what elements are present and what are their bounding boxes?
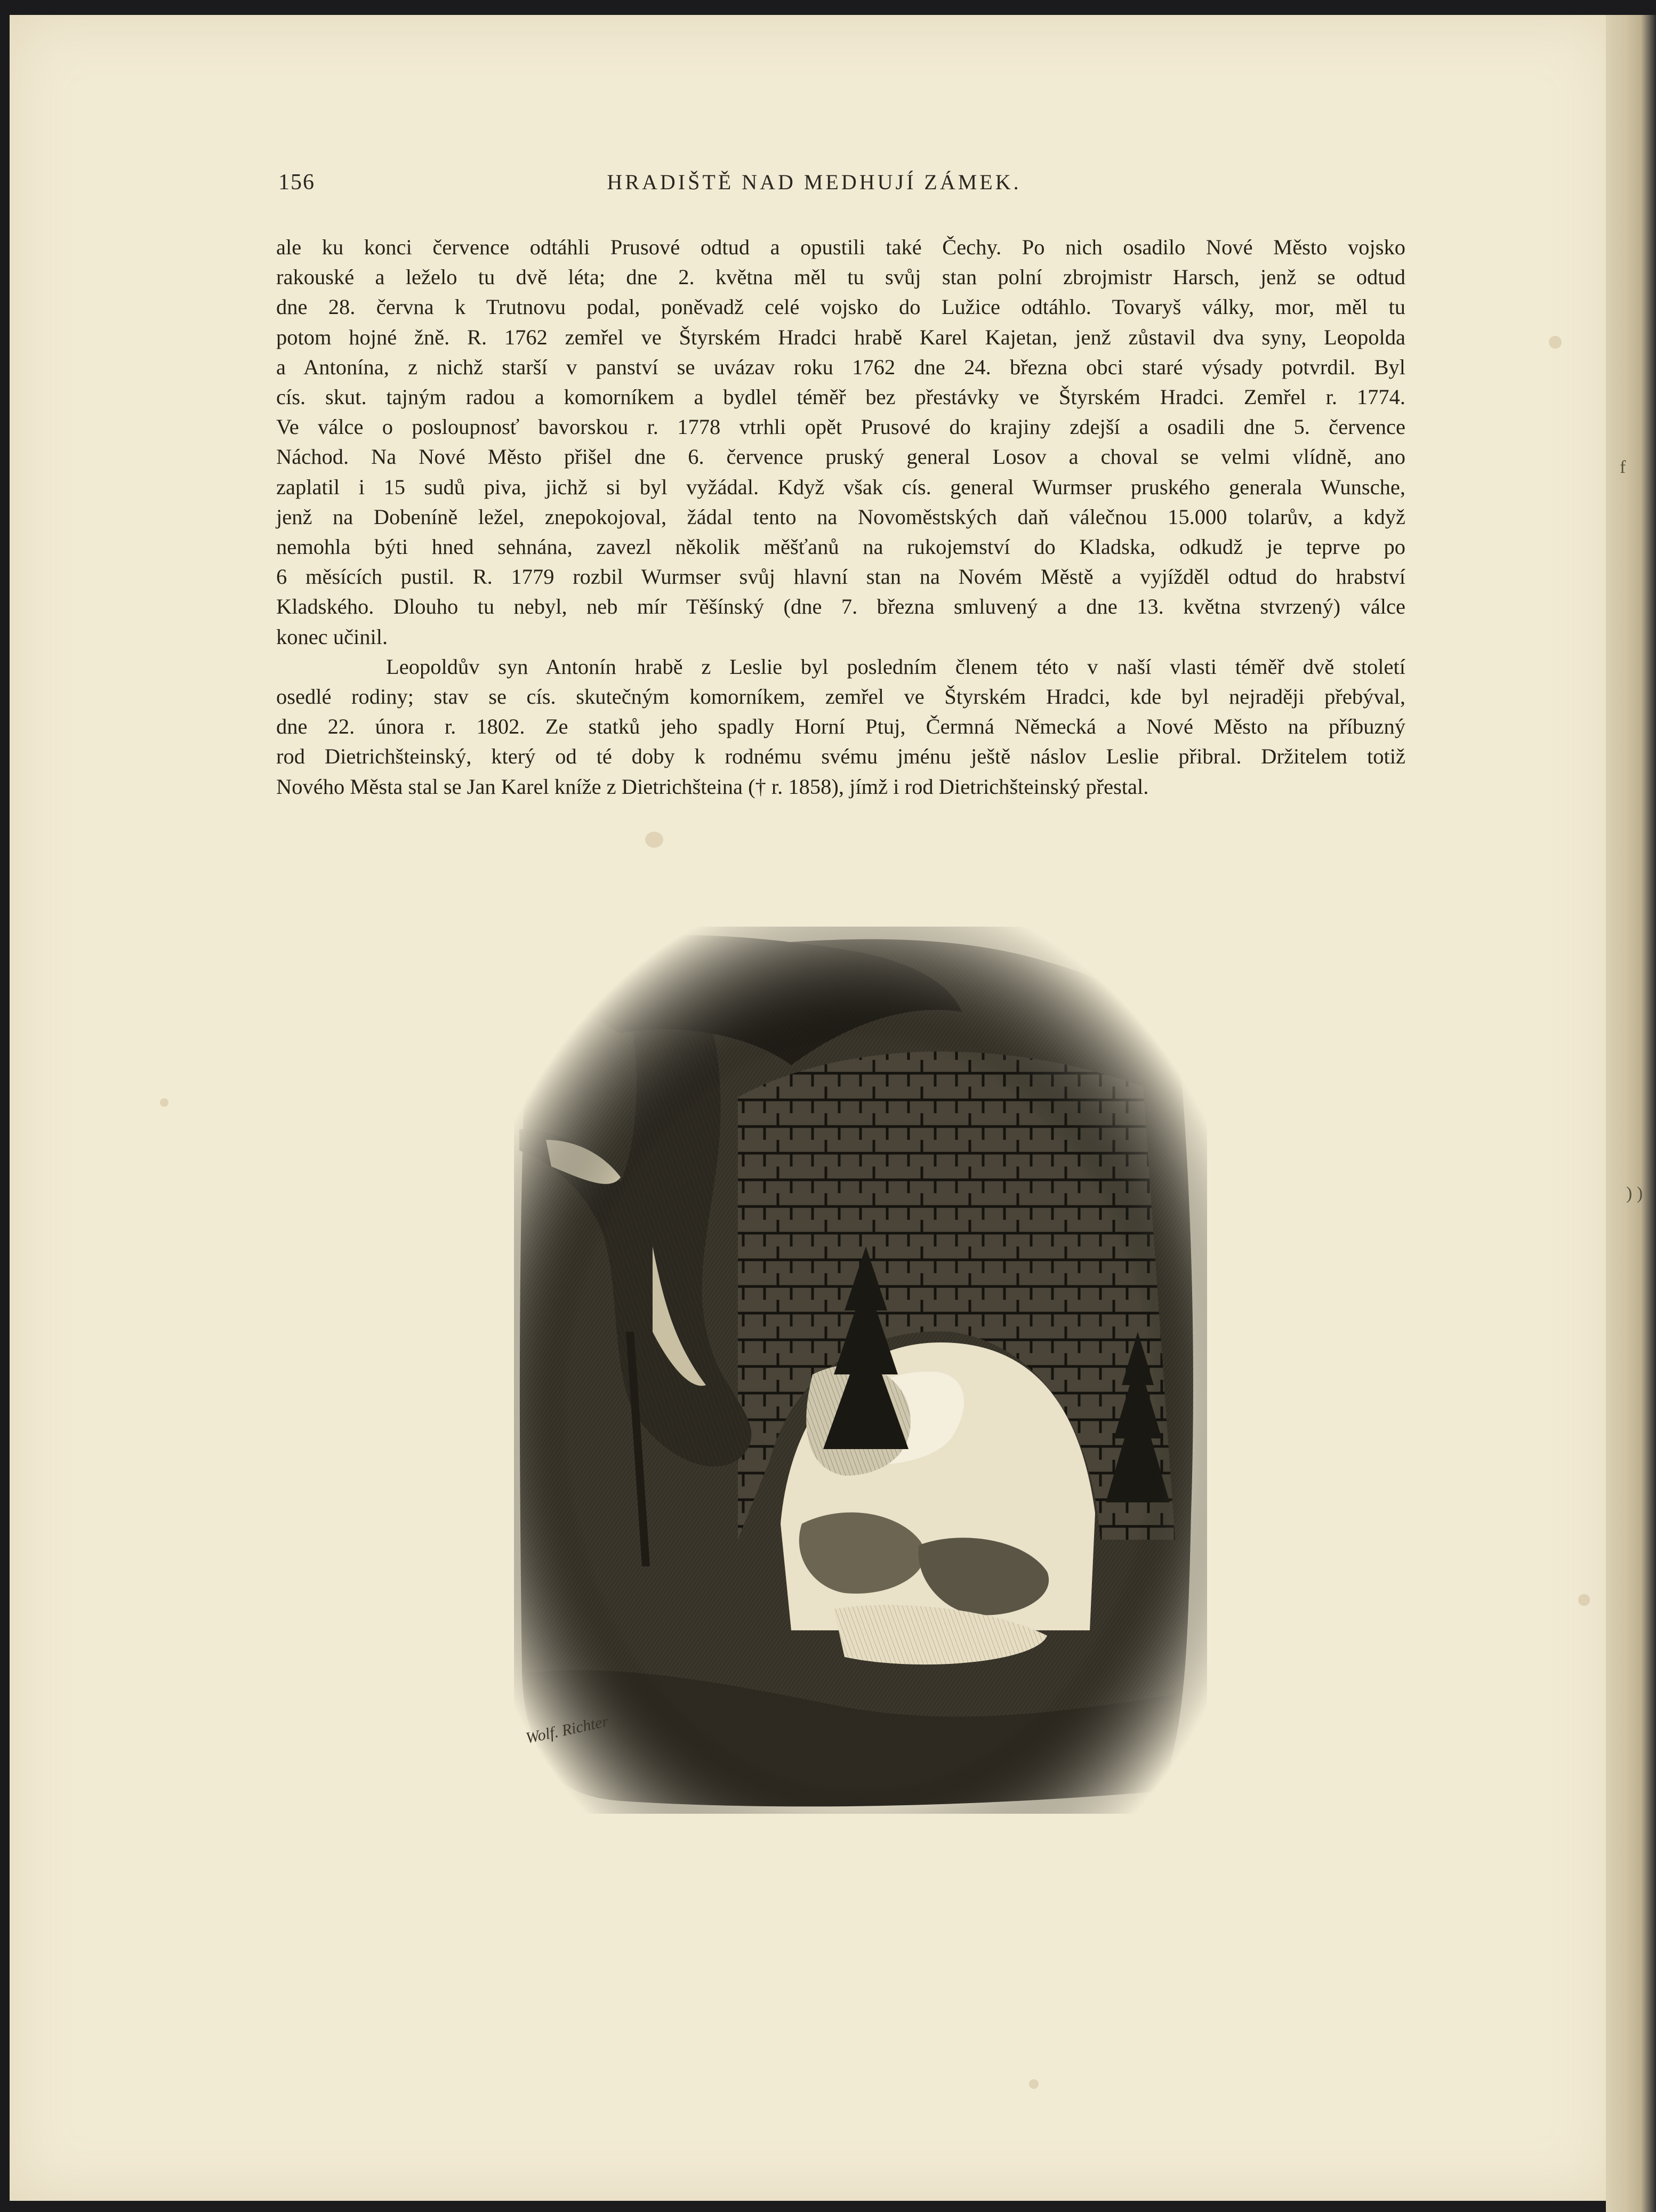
running-title: HRADIŠTĚ NAD MEDHUJÍ ZÁMEK.	[607, 170, 1022, 194]
page-number: 156	[278, 170, 315, 195]
artist-signature: Wolf. Richter	[524, 1712, 610, 1747]
body-text	[276, 232, 1405, 802]
text-line: cís. skut. tajným radou a komorníkem a bydlel téměř bez přestávky ve Štyrském Hradci. Zemřel r. 1774.	[276, 385, 1405, 409]
margin-mark: f	[1620, 457, 1626, 477]
text-line: dne 28. června k Trutnovu podal, poněvadž celé vojsko do Lužice odtáhlo. Tovaryš války, mor, měl tu	[276, 295, 1405, 319]
text-line: dne 22. února r. 1802. Ze statků jeho spadly Horní Ptuj, Čermná Německá a Nové Město na příbuzný	[276, 714, 1405, 739]
text-line: Nového Města stal se Jan Karel kníže z Dietrichšteina († r. 1858), jímž i rod Dietrichšteinský přestal.	[276, 774, 1149, 799]
text-line: Ve válce o posloupnosť bavorskou r. 1778 vtrhli opět Prusové do krajiny zdejší a osadili dne 5. července	[276, 415, 1405, 439]
text-line: zaplatil i 15 sudů piva, jichž si byl vyžádal. Když však cís. general Wurmser pruského generala Wunsche,	[276, 474, 1405, 499]
text-line: ale ku konci července odtáhli Prusové odtud a opustili také Čechy. Po nich osadilo Nové Město vojsko	[276, 235, 1405, 259]
text-line: 6 měsících pustil. R. 1779 rozbil Wurmser svůj hlavní stan na Novém Městě a vyjížděl odtud do hrabství	[276, 565, 1405, 589]
foxing-spot	[645, 832, 663, 848]
foxing-spot	[160, 1098, 168, 1107]
text-line: Náchod. Na Nové Město přišel dne 6. července pruský general Losov a choval se velmi vlídně, ano	[276, 445, 1405, 469]
text-line: rod Dietrichšteinský, který od té doby k rodnému svému jménu ještě náslov Leslie přibral. Držitelem totiž	[276, 744, 1405, 769]
text-line: rakouské a leželo tu dvě léta; dne 2. května měl tu svůj stan polní zbrojmistr Harsch, jenž se odtud	[276, 265, 1405, 289]
next-page-edge	[1606, 15, 1656, 2212]
text-line: potom hojné žně. R. 1762 zemřel ve Štyrském Hradci hrabě Karel Kajetan, jenž zůstavil dva syny, Leopolda	[276, 325, 1405, 349]
text-line: osedlé rodiny; stav se cís. skutečným komorníkem, zemřel ve Štyrském Hradci, kde byl nejraději přebýval,	[276, 685, 1405, 709]
foxing-spot	[1029, 2079, 1039, 2089]
foxing-spot	[1578, 1594, 1590, 1606]
paragraph-1	[276, 232, 1405, 652]
engraving-illustration	[514, 927, 1207, 1814]
margin-mark: ) )	[1626, 1184, 1643, 1203]
text-line: Kladského. Dlouho tu nebyl, neb mír Těšínský (dne 7. března smluvený a dne 13. května stvrzený) válce	[276, 594, 1405, 619]
text-line: nemohla býti hned sehnána, zavezl několik měšťanů na rukojemství do Kladska, odkudž je teprve po	[276, 535, 1405, 559]
foxing-spot	[1549, 336, 1562, 349]
text-line: a Antonína, z nichž starší v panství se uvázav roku 1762 dne 24. března obci staré výsady potvrdil. Byl	[276, 355, 1405, 379]
text-line: Leopoldův syn Antonín hrabě z Leslie byl posledním členem této v naší vlasti téměř dvě století	[386, 654, 1405, 679]
text-line: konec učinil.	[276, 624, 388, 649]
page-header	[278, 170, 1350, 202]
paragraph-2	[276, 652, 1405, 802]
text-line: jenž na Dobeníně ležel, znepokojoval, žádal tento na Novoměstských daň válečnou 15.000 tolarův, a když	[276, 504, 1405, 529]
